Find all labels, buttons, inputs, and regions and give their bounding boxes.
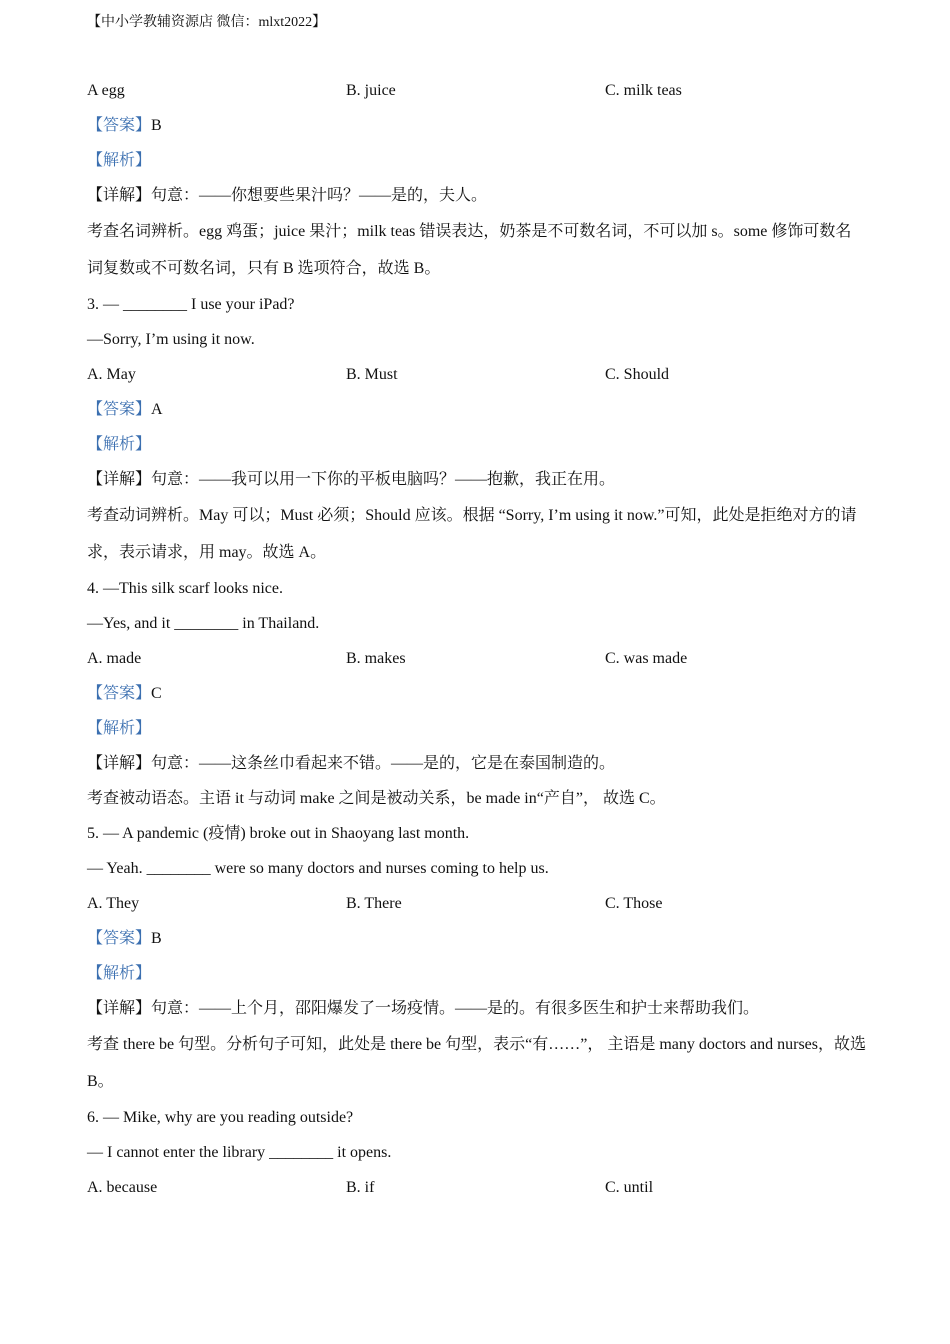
q4-option-a: A. made [87,650,142,667]
answer-value: B [151,930,162,947]
q4-question: 4. —This silk scarf looks nice. [87,580,283,597]
answer-value: C [151,685,162,702]
q6-option-a: A. because [87,1179,158,1196]
document-body [87,73,867,1205]
q2-explanation: 考查名词辨析。egg 鸡蛋；juice 果汁；milk teas 错误表达，奶茶是不可数名词，不可以加 s。some 修饰可数名词复数或不可数名词，只有 B 选项符合，故选 B。 [87,223,852,277]
q6-option-b: B. if [346,1179,375,1196]
q3-option-c: C. Should [605,366,670,383]
q5-question: 5. — A pandemic (疫情) broke out in Shaoyang last month. [87,825,470,842]
q2-option-a: A egg [87,82,125,99]
q3-answer [87,392,867,427]
answer-tag: 【答案】 [87,685,152,702]
q3-options [87,357,867,392]
q2-option-b: B. juice [346,82,396,99]
q3-response: —Sorry, I’m using it now. [87,331,255,348]
q4-options [87,641,867,676]
q3-question: 3. — ________ I use your iPad? [87,296,295,313]
q6-question: 6. — Mike, why are you reading outside? [87,1109,354,1126]
q4-response: —Yes, and it ________ in Thailand. [87,615,320,632]
q5-response: — Yeah. ________ were so many doctors and nurses coming to help us. [87,860,549,877]
q3-detail: 【详解】句意：——我可以用一下你的平板电脑吗？——抱歉，我正在用。 [87,471,616,488]
q3-option-b: B. Must [346,366,398,383]
q5-options [87,886,867,921]
q4-option-c: C. was made [605,650,688,667]
q6-options [87,1170,867,1205]
answer-tag: 【答案】 [87,930,152,947]
q2-detail: 【详解】句意：——你想要些果汁吗？——是的，夫人。 [87,187,488,204]
q4-analysis-tag: 【解析】 [87,720,152,737]
q6-option-c: C. until [605,1179,654,1196]
q4-option-b: B. makes [346,650,406,667]
answer-tag: 【答案】 [87,117,152,134]
q4-answer [87,676,867,711]
answer-tag: 【答案】 [87,401,152,418]
q2-option-c: C. milk teas [605,82,682,99]
q6-response: — I cannot enter the library ________ it opens. [87,1144,392,1161]
q5-explanation: 考查 there be 句型。分析句子可知，此处是 there be 句型，表示“有……”， 主语是 many doctors and nurses，故选 B。 [87,1036,866,1090]
q3-analysis-tag: 【解析】 [87,436,152,453]
q4-detail: 【详解】句意：——这条丝巾看起来不错。——是的，它是在泰国制造的。 [87,755,616,772]
q4-explanation: 考查被动语态。主语 it 与动词 make 之间是被动关系，be made in“产自”， 故选 C。 [87,790,666,807]
q5-analysis-tag: 【解析】 [87,965,152,982]
q2-answer [87,108,867,143]
q5-option-c: C. Those [605,895,663,912]
q5-option-a: A. They [87,895,140,912]
answer-value: B [151,117,162,134]
q5-option-b: B. There [346,895,402,912]
q2-options [87,73,867,108]
q2-analysis-tag: 【解析】 [87,152,152,169]
q3-option-a: A. May [87,366,136,383]
page-header: 【中小学教辅资源店 微信：mlxt2022】 [87,15,327,30]
q5-answer [87,921,867,956]
answer-value: A [151,401,163,418]
q5-detail: 【详解】句意：——上个月，邵阳爆发了一场疫情。——是的。有很多医生和护士来帮助我们。 [87,1000,760,1017]
q3-explanation: 考查动词辨析。May 可以；Must 必须；Should 应该。根据 “Sorry, I’m using it now.”可知，此处是拒绝对方的请求，表示请求，用 may。故选 A。 [87,507,857,561]
